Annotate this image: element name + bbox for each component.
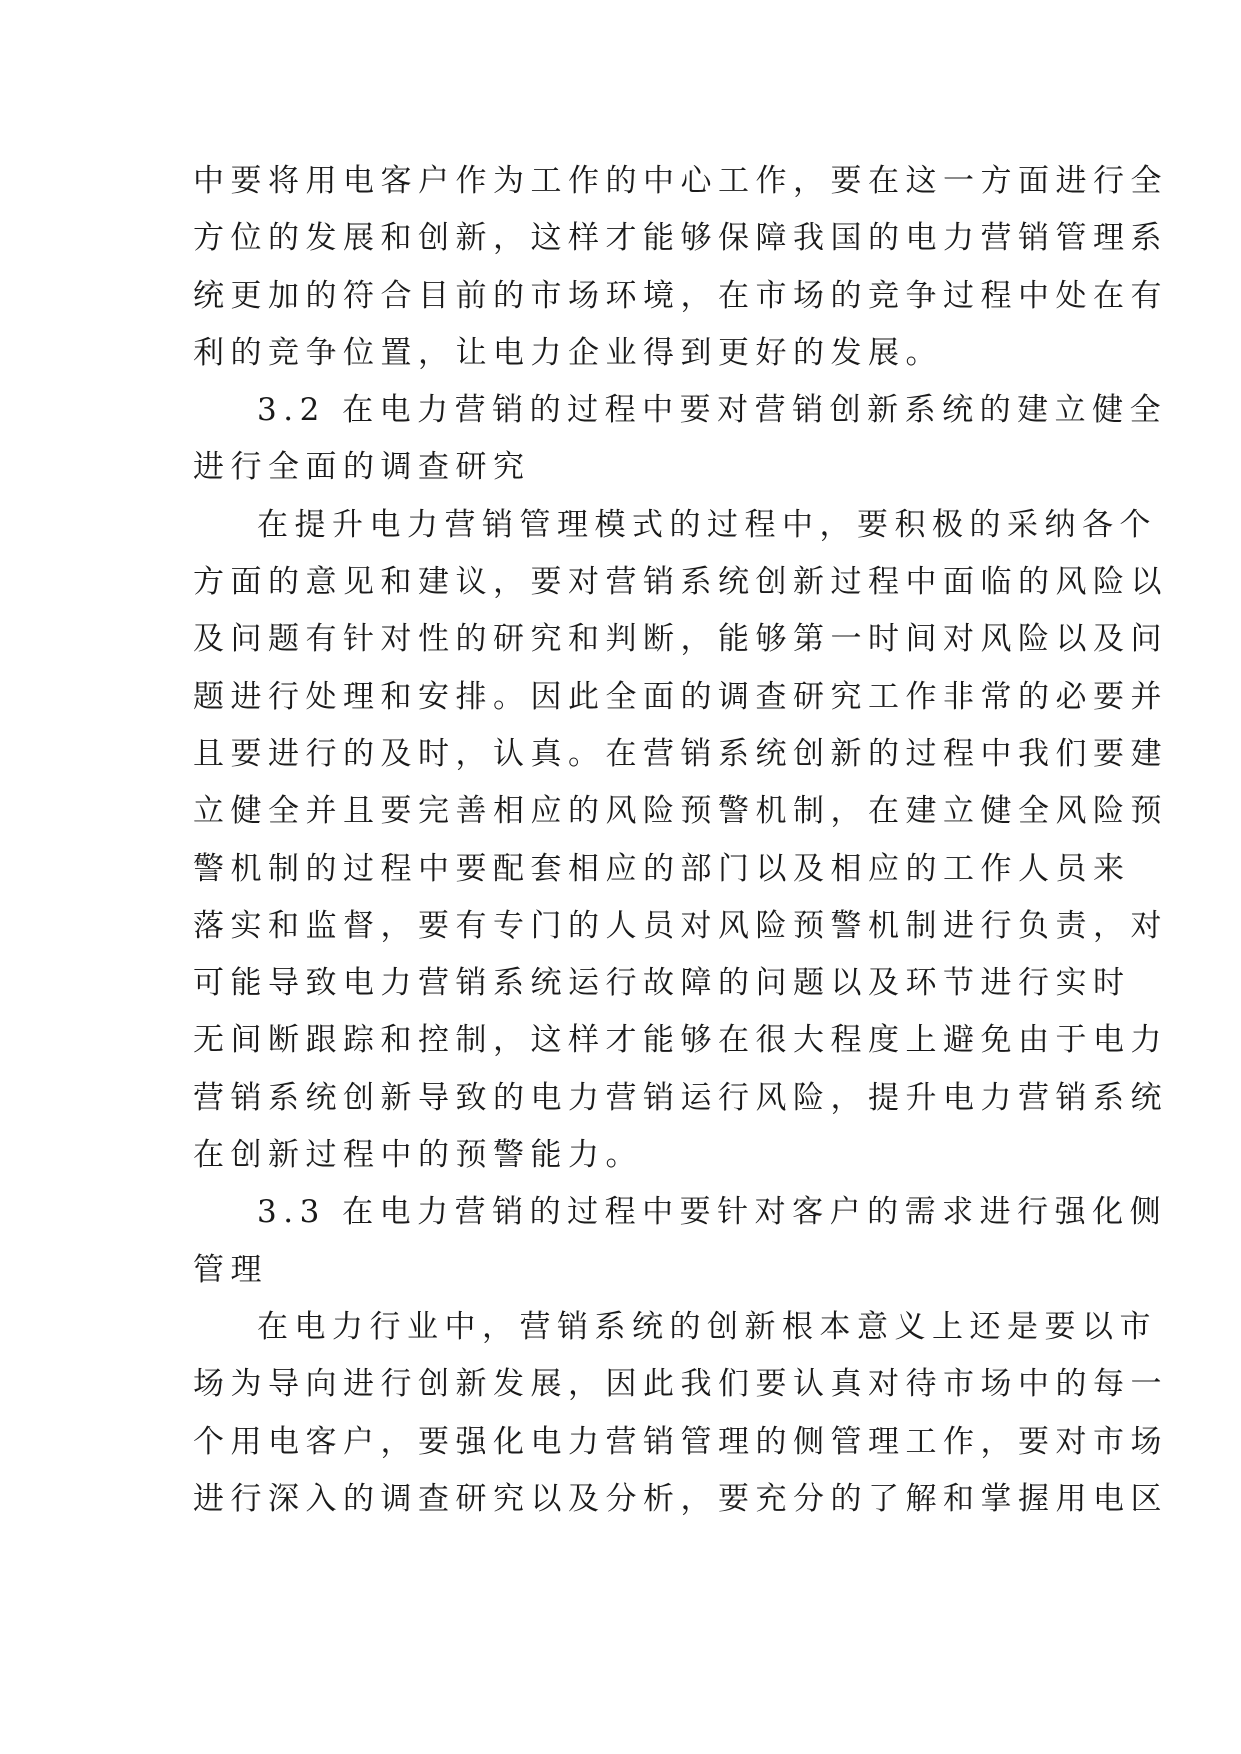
section-heading-3-3-continued: 管理	[193, 1251, 268, 1288]
text-line: 利的竞争位置，让电力企业得到更好的发展。	[193, 334, 943, 371]
body-text	[193, 153, 1168, 1528]
text-line: 方位的发展和创新，这样才能够保障我国的电力营销管理系	[193, 220, 1168, 257]
section-heading-3-3: 3.3 在电力营销的过程中要针对客户的需求进行强化侧	[257, 1194, 1168, 1231]
text-line: 进行深入的调查研究以及分析，要充分的了解和掌握用电区	[193, 1480, 1168, 1517]
text-line: 警机制的过程中要配套相应的部门以及相应的工作人员来	[193, 850, 1131, 887]
text-line: 统更加的符合目前的市场环境，在市场的竞争过程中处在有	[193, 277, 1168, 314]
text-line: 可能导致电力营销系统运行故障的问题以及环节进行实时	[193, 965, 1131, 1002]
text-line: 营销系统创新导致的电力营销运行风险，提升电力营销系统	[193, 1079, 1168, 1116]
text-line: 题进行处理和安排。因此全面的调查研究工作非常的必要并	[193, 678, 1168, 715]
text-line: 中要将用电客户作为工作的中心工作，要在这一方面进行全	[193, 163, 1168, 199]
text-line: 在创新过程中的预警能力。	[193, 1137, 643, 1174]
text-line: 场为导向进行创新发展，因此我们要认真对待市场中的每一	[193, 1366, 1168, 1403]
text-line: 及问题有针对性的研究和判断，能够第一时间对风险以及问	[193, 621, 1168, 658]
text-line: 无间断跟踪和控制，这样才能够在很大程度上避免由于电力	[193, 1022, 1168, 1059]
section-heading-3-2-continued: 进行全面的调查研究	[193, 449, 531, 486]
text-line: 落实和监督，要有专门的人员对风险预警机制进行负责，对	[193, 907, 1168, 944]
text-line: 立健全并且要完善相应的风险预警机制，在建立健全风险预	[193, 793, 1168, 830]
paragraph-start: 在提升电力营销管理模式的过程中，要积极的采纳各个	[257, 506, 1157, 543]
paragraph-start: 在电力行业中，营销系统的创新根本意义上还是要以市	[257, 1308, 1157, 1345]
text-line: 方面的意见和建议，要对营销系统创新过程中面临的风险以	[193, 564, 1168, 601]
section-heading-3-2: 3.2 在电力营销的过程中要对营销创新系统的建立健全	[257, 392, 1168, 429]
text-line: 个用电客户，要强化电力营销管理的侧管理工作，要对市场	[193, 1423, 1168, 1460]
text-line: 且要进行的及时，认真。在营销系统创新的过程中我们要建	[193, 735, 1168, 772]
